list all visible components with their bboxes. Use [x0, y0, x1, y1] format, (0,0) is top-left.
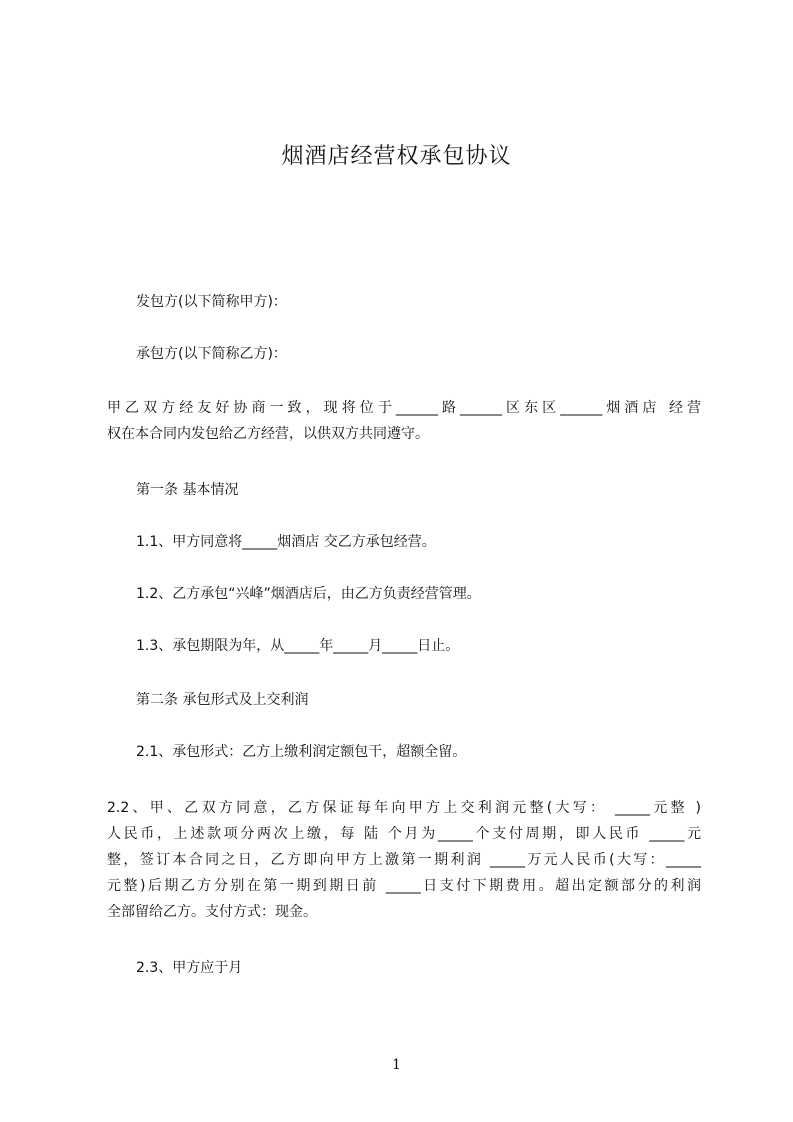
article-2-item-2-paragraph: [107, 795, 701, 925]
article-2-heading: 第二条 承包形式及上交利润: [136, 692, 309, 708]
article-1-heading: 第一条 基本情况: [136, 482, 239, 498]
preamble-line-1: 甲乙双方经友好协商一致，现将位于______路______区东区______烟酒店 经营: [107, 400, 701, 416]
article-2-item-2-line-2: 人民币，上述款项分两次上缴，每 陆 个月为_____个支付周期，即人民币 _____元: [107, 826, 701, 842]
article-2-item-2-line-3: 整，签订本合同之日，乙方即向甲方上激第一期利润 _____万元人民币(大写：_____: [107, 852, 701, 868]
article-2-item-3: 2.3、甲方应于月: [136, 960, 243, 976]
party-a-line: 发包方(以下简称甲方)：: [136, 294, 287, 310]
page-number: 1: [392, 1057, 401, 1073]
article-1-item-1: 1.1、甲方同意将_____烟酒店 交乙方承包经营。: [136, 534, 436, 550]
preamble-paragraph: [107, 395, 701, 447]
article-1-item-3: 1.3、承包期限为年，从_____年_____月_____日止。: [136, 638, 460, 654]
preamble-line-2: 权在本合同内发包给乙方经营，以供双方共同遵守。: [107, 426, 429, 442]
document-title: 烟酒店经营权承包协议: [281, 144, 512, 169]
party-b-line: 承包方(以下简称乙方)：: [136, 346, 287, 362]
article-2-item-1: 2.1、承包形式：乙方上缴利润定额包干，超额全留。: [136, 744, 467, 760]
article-2-item-2-line-5: 全部留给乙方。支付方式：现金。: [107, 904, 317, 920]
article-2-item-2-line-4: 元整)后期乙方分别在第一期到期日前 _____日支付下期费用。超出定额部分的利润: [107, 878, 701, 894]
article-1-item-2: 1.2、乙方承包“兴峰”烟酒店后，由乙方负责经营管理。: [136, 586, 481, 602]
article-2-item-2-line-1: 2.2、甲、乙双方同意，乙方保证每年向甲方上交利润元整(大写： _____元整 ): [107, 800, 701, 816]
